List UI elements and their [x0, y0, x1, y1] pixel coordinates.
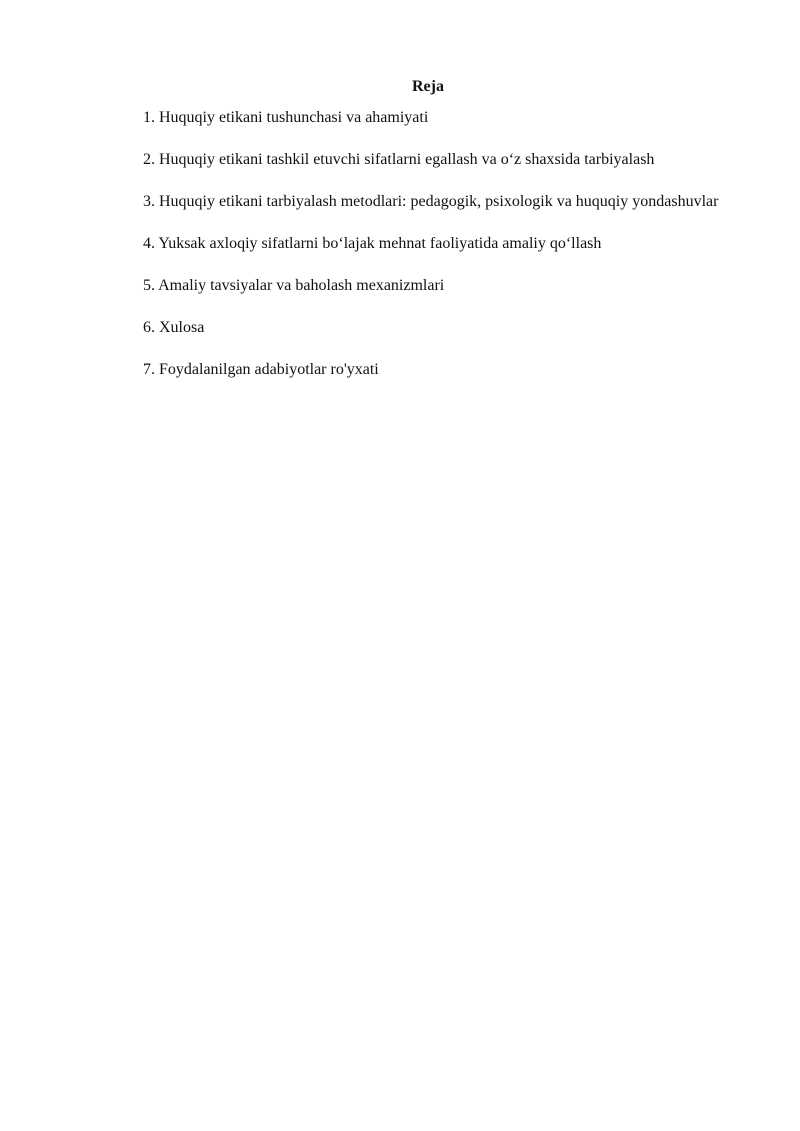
- list-item: 3. Huquqiy etikani tarbiyalash metodlari: pedagogik, psixologik va huquqiy yondashuvlar: [143, 193, 719, 210]
- list-item: 6. Xulosa: [143, 319, 205, 336]
- list-item: 1. Huquqiy etikani tushunchasi va ahamiyati: [143, 109, 429, 126]
- document-content: [114, 76, 742, 401]
- list-item: 4. Yuksak axloqiy sifatlarni bo‘lajak mehnat faoliyatida amaliy qo‘llash: [143, 235, 602, 252]
- list-item: 2. Huquqiy etikani tashkil etuvchi sifatlarni egallash va o‘z shaxsida tarbiyalash: [143, 151, 655, 168]
- list-item: 5. Amaliy tavsiyalar va baholash mexanizmlari: [143, 277, 445, 294]
- list-item: 7. Foydalanilgan adabiyotlar ro'yxati: [143, 361, 379, 378]
- document-title: Reja: [412, 78, 444, 95]
